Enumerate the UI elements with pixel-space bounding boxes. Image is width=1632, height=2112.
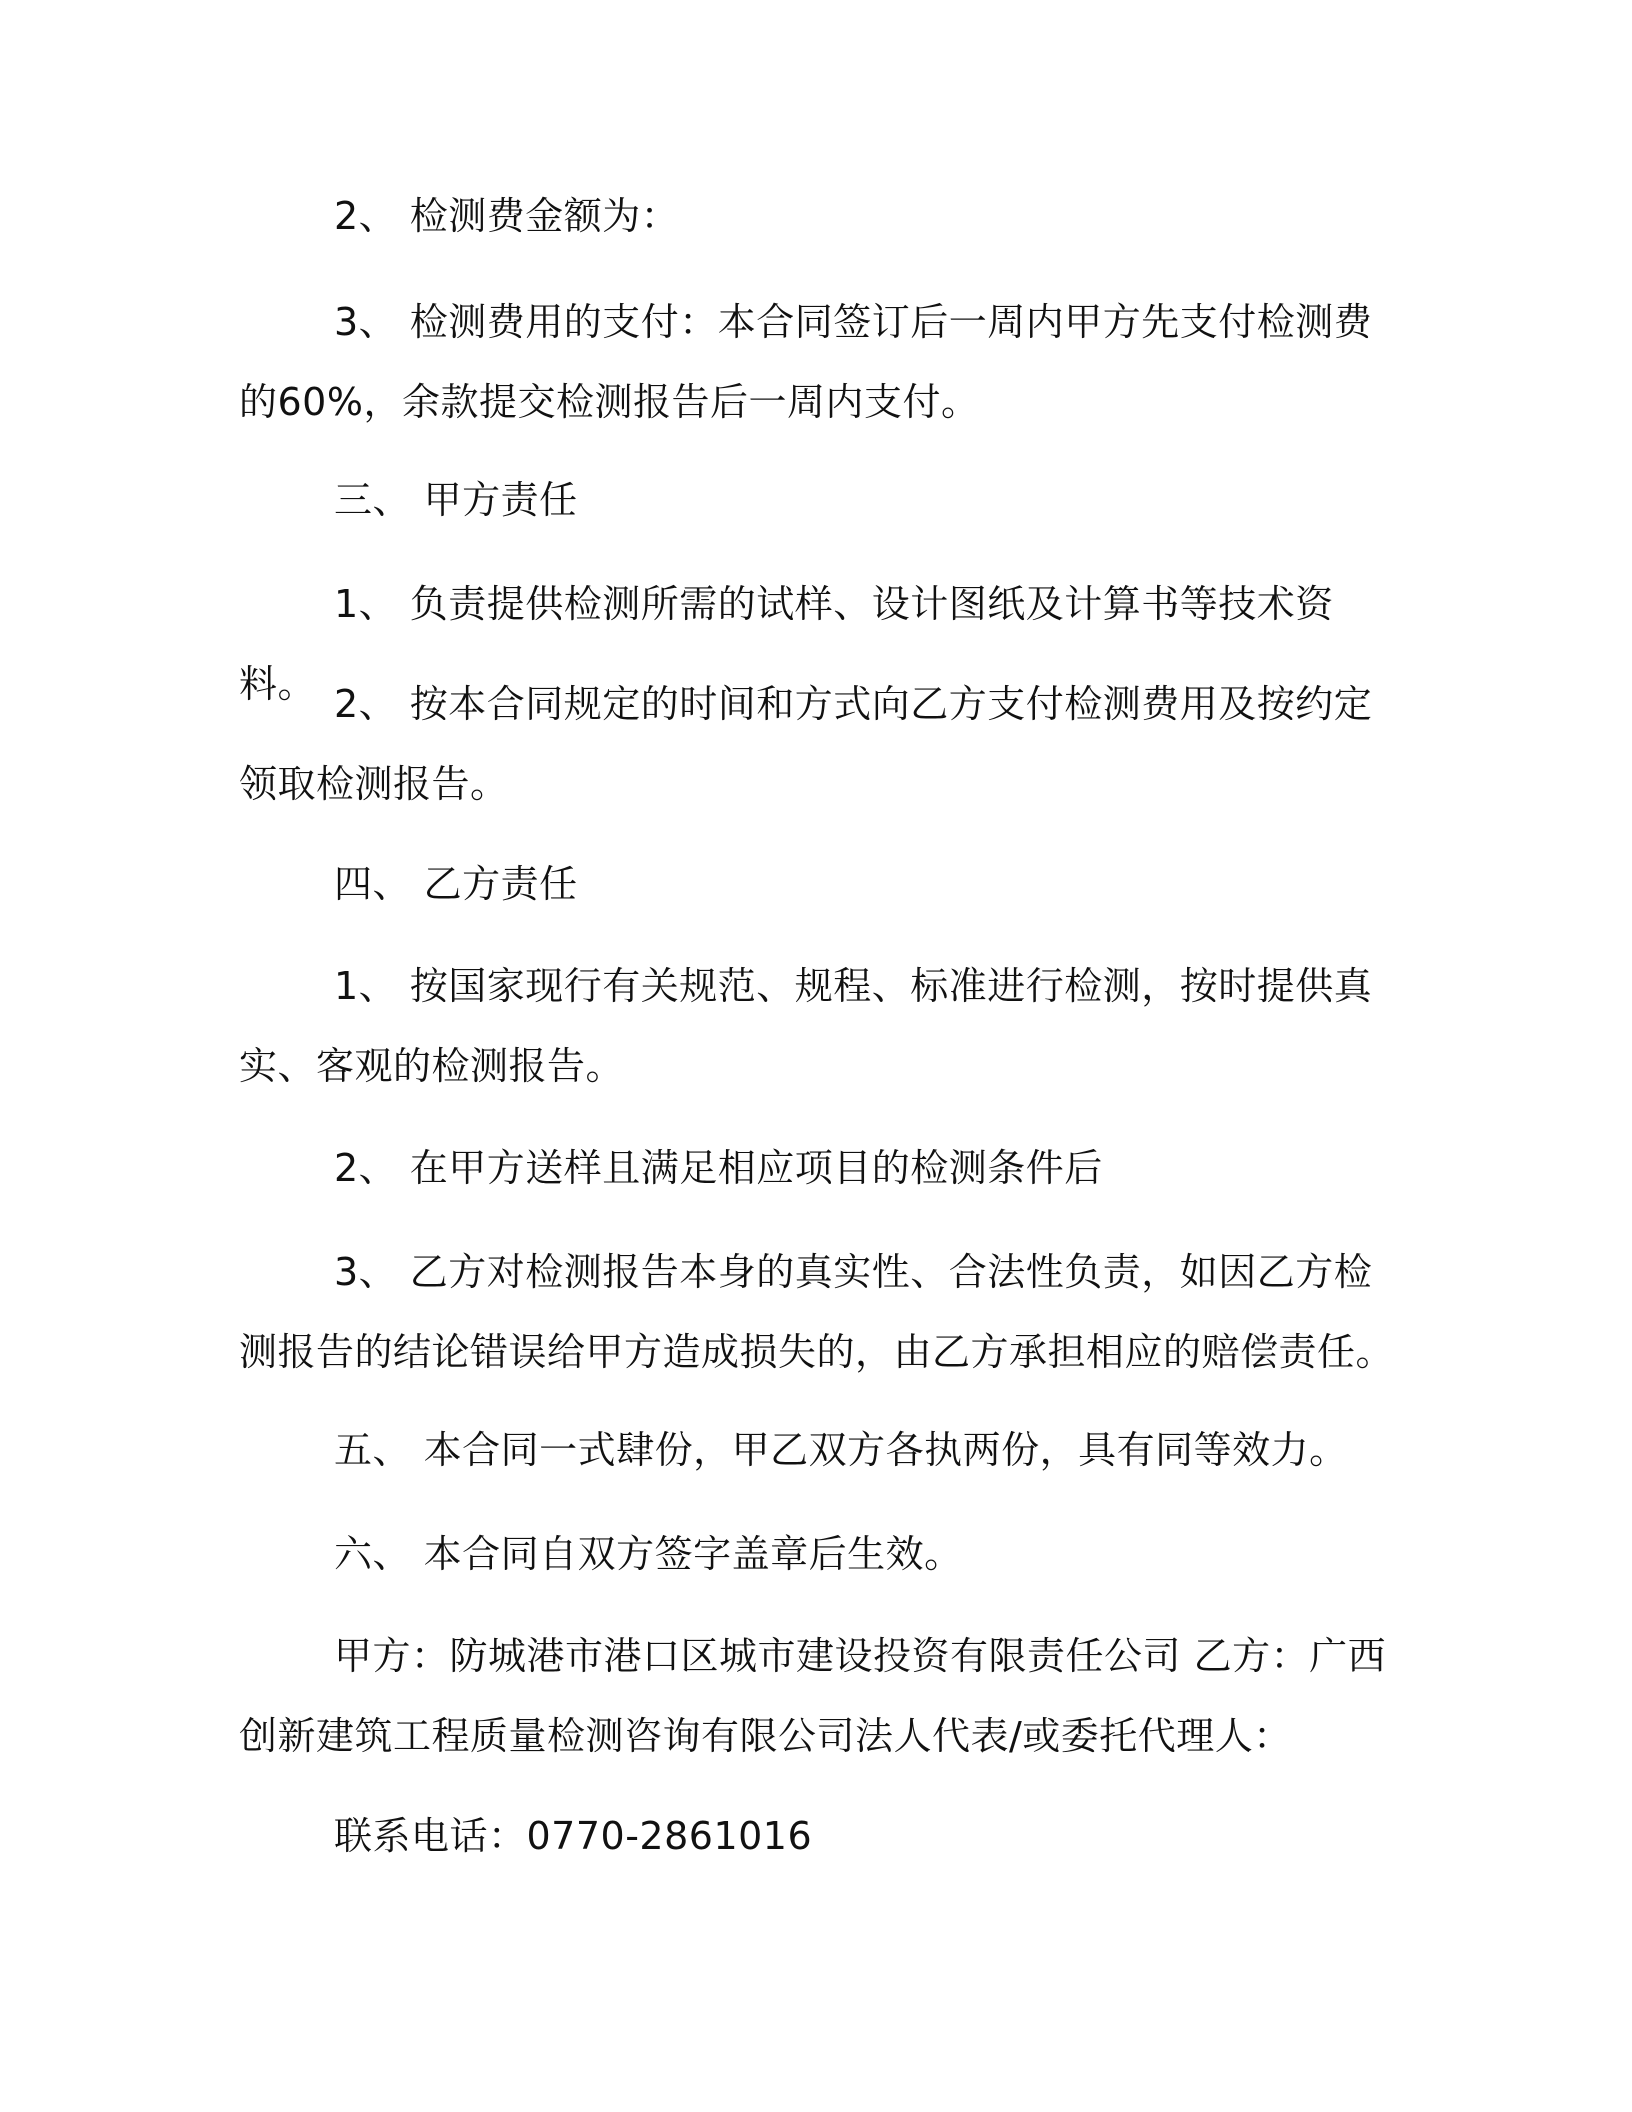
paragraph-party-b-duty-1: 1、 按国家现行有关规范、规程、标准进行检测，按时提供真实、客观的检测报告。 [239,964,1373,1088]
heading-party-a-duties: 三、 甲方责任 [334,478,578,522]
paragraph-fee-amount: 2、 检测费金额为： [334,194,680,238]
paragraph-parties: 甲方：防城港市港口区城市建设投资有限责任公司 乙方：广西创新建筑工程质量检测咨询有限公司法人代表/或委托代理人： [239,1634,1387,1758]
paragraph-fee-payment: 3、 检测费用的支付：本合同签订后一周内甲方先支付检测费的60%，余款提交检测报告后一周内支付。 [239,300,1373,424]
paragraph-party-b-duty-2: 2、 在甲方送样且满足相应项目的检测条件后 [334,1146,1103,1190]
paragraph-copies: 五、 本合同一式肆份，甲乙双方各执两份，具有同等效力。 [334,1428,1348,1472]
paragraph-effective: 六、 本合同自双方签字盖章后生效。 [334,1532,963,1576]
paragraph-party-a-duty-2: 2、 按本合同规定的时间和方式向乙方支付检测费用及按约定领取检测报告。 [239,682,1373,806]
paragraph-contact-phone: 联系电话：0770-2861016 [334,1814,813,1858]
heading-party-b-duties: 四、 乙方责任 [334,862,578,906]
paragraph-party-b-duty-3: 3、 乙方对检测报告本身的真实性、合法性负责，如因乙方检测报告的结论错误给甲方造成损失的，由乙方承担相应的赔偿责任。 [239,1250,1395,1374]
paragraph-party-a-duty-1: 1、 负责提供检测所需的试样、设计图纸及计算书等技术资料。 [239,582,1334,706]
